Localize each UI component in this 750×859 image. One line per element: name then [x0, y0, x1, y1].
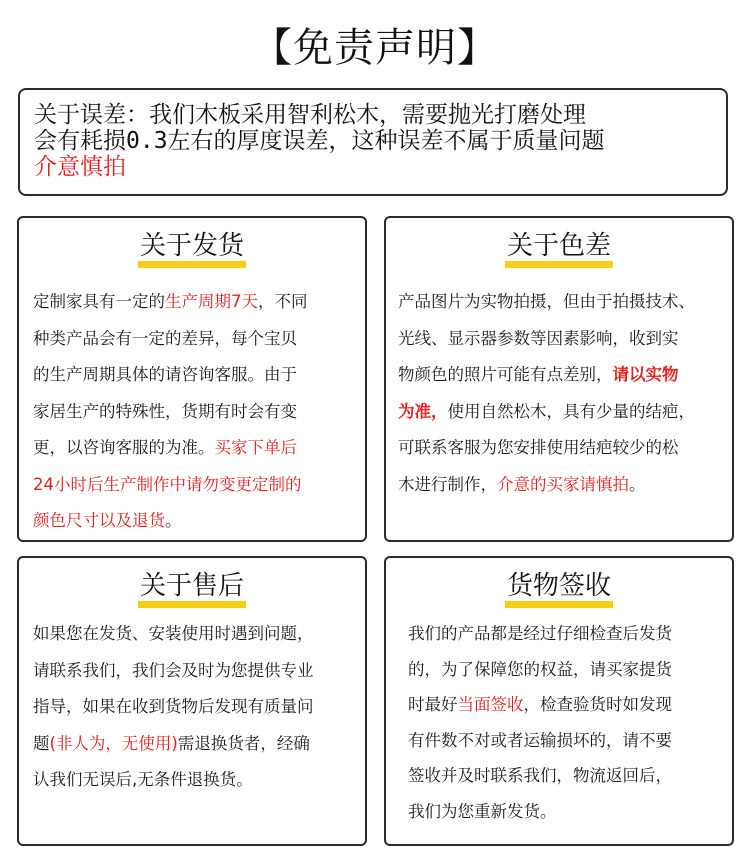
title-highlight-bar — [138, 261, 246, 268]
notice-line-2: 会有耗损0.3左右的厚度误差，这种误差不属于质量问题 — [34, 128, 605, 154]
shipping-card — [17, 216, 367, 542]
card-line: 可联系客服为您安排使用结疤较少的松 — [398, 438, 679, 457]
notice-warning: 介意慎拍 — [34, 154, 126, 180]
card-line: 的生产周期具体的请咨询客服。由于 — [33, 365, 297, 384]
card-line: 有件数不对或者运输损坏的，请不要 — [408, 730, 672, 750]
card-line: 请联系我们，我们会及时为您提供专业 — [33, 660, 314, 680]
color-card-body — [398, 284, 722, 503]
shipping-title-text: 关于发货 — [139, 231, 244, 261]
disclaimer-notice-box — [18, 88, 728, 196]
card-line: 我们为您重新发货。 — [408, 801, 557, 821]
card-line: 题(非人为，无使用)需退换货者，经确 — [33, 733, 310, 753]
shipping-card-body — [33, 284, 355, 540]
card-line: 的，为了保障您的权益，请买家提货 — [408, 659, 672, 679]
production-cycle-highlight: 生产周期7天 — [165, 292, 258, 311]
card-line: 签收并及时联系我们，物流返回后， — [408, 766, 672, 785]
non-human-damage-highlight: (非人为，无使用) — [49, 733, 178, 753]
card-line: 时最好当面签收，检查验货时如发现 — [408, 695, 672, 714]
order-warning-highlight: 买家下单后 — [214, 438, 297, 457]
receipt-card — [384, 556, 734, 846]
receipt-title-text: 货物签收 — [506, 571, 611, 601]
after-sale-card-body — [33, 616, 355, 799]
after-sale-card-title — [138, 568, 246, 604]
card-line: 家居生产的特殊性，货期有时会有变 — [33, 401, 297, 421]
sign-in-person-highlight: 当面签收 — [457, 695, 524, 714]
card-line: 更，以咨询客服的为准。买家下单后 — [33, 438, 297, 457]
card-line: 产品图片为实物拍摄，但由于拍摄技术、 — [398, 292, 695, 311]
receipt-card-title — [505, 568, 613, 604]
after-sale-title-text: 关于售后 — [139, 571, 244, 601]
actual-product-highlight: 请以实物 — [612, 365, 679, 384]
color-card-title — [505, 228, 613, 264]
card-line: 种类产品会有一定的差异，每个宝贝 — [33, 328, 297, 348]
card-line: 颜色尺寸以及退货。 — [33, 511, 182, 530]
caution-highlight: 介意的买家请慎拍 — [497, 474, 629, 494]
card-line: 如果您在发货、安装使用时遇到问题， — [33, 624, 314, 643]
card-line: 光线、显示器参数等因素影响，收到实 — [398, 328, 679, 348]
title-highlight-bar — [505, 601, 613, 608]
shipping-card-title — [138, 228, 246, 264]
card-line: 为准，使用自然松木，具有少量的结疤， — [398, 401, 695, 421]
after-sale-card — [17, 556, 367, 846]
title-highlight-bar — [138, 601, 246, 608]
color-title-text: 关于色差 — [506, 231, 611, 261]
card-line: 物颜色的照片可能有点差别，请以实物 — [398, 365, 679, 384]
card-line: 指导，如果在收到货物后发现有质量问 — [33, 697, 314, 716]
page-title: 【免责声明】 — [252, 25, 498, 71]
title-highlight-bar — [505, 261, 613, 268]
card-line: 我们的产品都是经过仔细检查后发货 — [408, 624, 672, 643]
notice-line-1: 关于误差：我们木板采用智利松木，需要抛光打磨处理 — [34, 102, 586, 128]
card-line: 木进行制作，介意的买家请慎拍。 — [398, 474, 646, 494]
receipt-card-body — [408, 616, 722, 829]
card-line: 24小时后生产制作中请勿变更定制的 — [33, 474, 302, 494]
card-line: 定制家具有一定的生产周期7天，不同 — [33, 292, 308, 311]
card-line: 认我们无误后,无条件退换货。 — [33, 770, 253, 789]
color-difference-card — [384, 216, 734, 542]
